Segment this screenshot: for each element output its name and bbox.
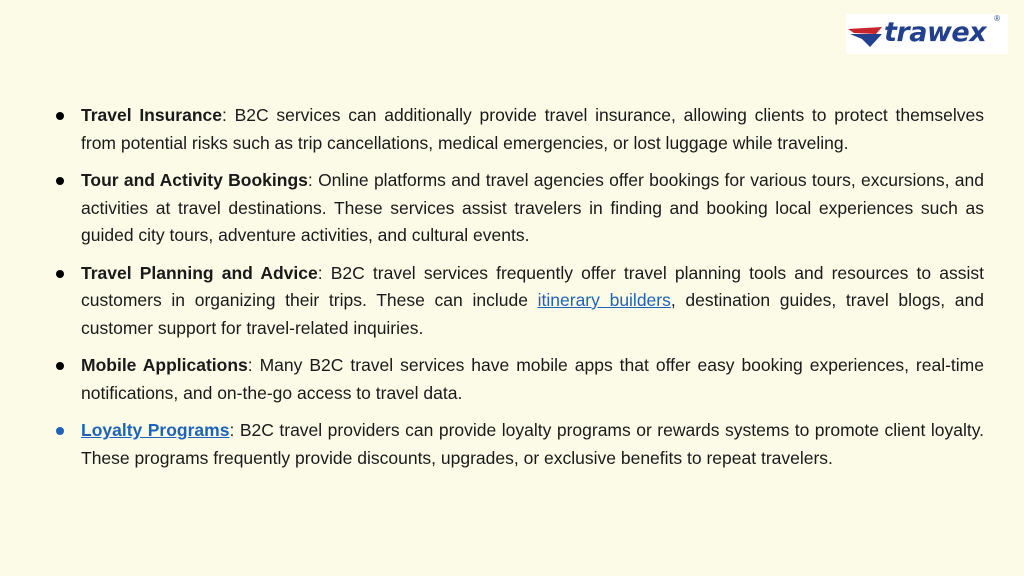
- item-separator: :: [229, 420, 235, 440]
- trawex-logo: [846, 14, 1008, 54]
- bullet-list: [50, 102, 984, 482]
- item-text-before: B2C travel services frequently offer travel planning tools and resources to assist customers in organizing their trips. These can include: [81, 262, 984, 310]
- list-item-tour-activity-bookings: [50, 167, 984, 250]
- item-separator: :: [222, 105, 227, 125]
- loyalty-programs-link[interactable]: Loyalty Programs: [81, 420, 230, 440]
- swoosh-icon: [846, 14, 886, 54]
- logo-text: trawex: [884, 17, 987, 48]
- item-text: Many B2C travel services have mobile apps that offer easy booking experiences, real-time notifications, and on-the-go access to travel data.: [81, 355, 984, 403]
- list-item-travel-planning: [50, 260, 984, 343]
- bullet-icon: [56, 270, 64, 278]
- item-text: Online platforms and travel agencies offer bookings for various tours, excursions, and activities at travel destinations. These services assist travelers in finding and booking local experiences such as guided city tours, adventure activities, and cultural events.: [81, 170, 985, 245]
- bullet-icon: [56, 177, 64, 185]
- bullet-icon: [56, 427, 64, 435]
- item-separator: :: [247, 355, 253, 375]
- list-item-loyalty-programs: [50, 417, 984, 472]
- itinerary-builders-link[interactable]: itinerary builders: [537, 290, 671, 310]
- bullet-icon: [56, 112, 64, 120]
- list-item-travel-insurance: [50, 102, 984, 157]
- item-term: Mobile Applications: [81, 355, 248, 375]
- item-term: Travel Planning and Advice: [81, 262, 318, 283]
- item-term: Tour and Activity Bookings: [81, 170, 308, 190]
- item-separator: :: [317, 262, 323, 283]
- item-text: B2C travel providers can provide loyalty programs or rewards systems to promote client loyalty. These programs frequently provide discounts, upgrades, or exclusive benefits to repeat travelers.: [81, 420, 985, 468]
- item-term: Travel Insurance: [81, 105, 222, 125]
- list-item-mobile-applications: [50, 352, 984, 407]
- item-text: B2C services can additionally provide travel insurance, allowing clients to protect themselves from potential risks such as trip cancellations, medical emergencies, or lost luggage while traveling.: [81, 105, 984, 153]
- registered-mark: ®: [994, 14, 1000, 23]
- bullet-icon: [56, 362, 64, 370]
- item-text-after: , destination guides, travel blogs, and customer support for travel-related inquiries.: [81, 290, 984, 338]
- item-separator: :: [307, 170, 313, 190]
